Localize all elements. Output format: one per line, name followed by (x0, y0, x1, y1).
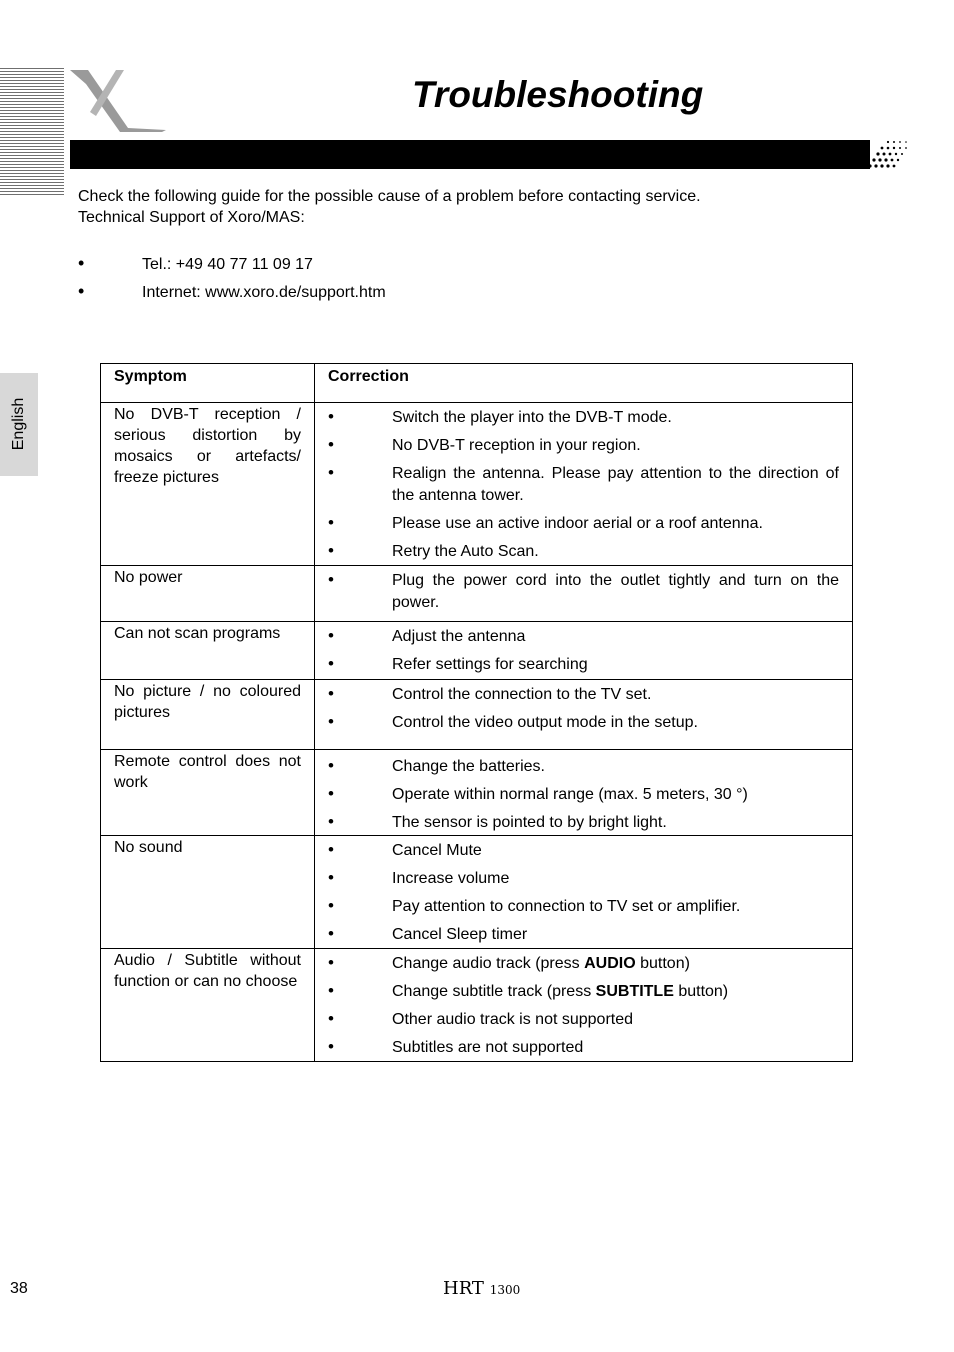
list-item (315, 513, 839, 535)
correction-text: Realign the antenna. Please pay attention to the direction of the antenna tower. (392, 465, 839, 504)
subtitle-button-name: SUBTITLE (595, 983, 674, 1000)
list-item (315, 756, 839, 778)
bullet-icon: • (328, 756, 334, 775)
correction-text: Control the connection to the TV set. (392, 686, 652, 703)
list-item (315, 626, 839, 648)
symptom-cell: Remote control does not work (101, 750, 315, 836)
bullet-icon: • (328, 463, 334, 482)
correction-cell (315, 566, 853, 622)
symptom-cell: Audio / Subtitle without function or can no choose (101, 949, 315, 1062)
model-name (443, 1278, 520, 1299)
bullet-icon: • (328, 407, 334, 426)
correction-text: Retry the Auto Scan. (392, 543, 539, 560)
list-item (315, 1037, 839, 1059)
bullet-icon: • (328, 784, 334, 803)
list-item (315, 924, 839, 946)
bullet-icon: • (78, 253, 85, 273)
symptom-header: Symptom (101, 364, 315, 403)
xoro-logo-icon (66, 66, 170, 136)
bullet-icon: • (328, 812, 334, 831)
table-header-row (101, 364, 853, 403)
list-item (315, 840, 839, 862)
correction-header: Correction (315, 364, 853, 403)
correction-text-post: button) (635, 955, 690, 972)
bullet-icon: • (328, 626, 334, 645)
correction-text: Operate within normal range (max. 5 meters, 30 °) (392, 786, 748, 803)
page-number: 38 (10, 1280, 28, 1297)
header-bar (70, 140, 870, 169)
list-item (315, 784, 839, 806)
table-row (101, 680, 853, 750)
bullet-icon: • (328, 840, 334, 859)
bullet-icon: • (328, 570, 334, 589)
bullet-icon: • (328, 513, 334, 532)
correction-text: The sensor is pointed to by bright light. (392, 814, 667, 831)
table-row (101, 836, 853, 949)
correction-cell (315, 949, 853, 1062)
correction-text: Change the batteries. (392, 758, 545, 775)
intro-text (78, 186, 701, 228)
correction-text: Other audio track is not supported (392, 1011, 634, 1028)
correction-cell (315, 622, 853, 680)
bullet-icon: • (78, 281, 85, 301)
table-row (101, 403, 853, 566)
model-main: HRT (443, 1278, 484, 1299)
list-item (315, 541, 839, 563)
correction-text: Subtitles are not supported (392, 1039, 584, 1056)
correction-text: Increase volume (392, 870, 510, 887)
contact-phone-text: Tel.: +49 40 77 11 09 17 (142, 256, 313, 273)
table-row (101, 566, 853, 622)
correction-text-post: button) (673, 983, 729, 1000)
list-item (315, 712, 839, 734)
correction-text: Control the video output mode in the setup. (392, 714, 698, 731)
correction-text: Plug the power cord into the outlet tightly and turn on the power. (392, 572, 839, 611)
bullet-icon: • (328, 684, 334, 703)
bullet-icon: • (328, 1009, 334, 1028)
bullet-icon: • (328, 541, 334, 560)
correction-cell (315, 403, 853, 566)
correction-text: Cancel Sleep timer (392, 926, 528, 943)
intro-line-1: Check the following guide for the possible cause of a problem before contacting service. (78, 188, 701, 205)
symptom-cell: No DVB-T reception / serious distortion by mosaics or artefacts/ freeze pictures (101, 403, 315, 566)
list-item (315, 981, 839, 1003)
bullet-icon: • (328, 712, 334, 731)
correction-text: Please use an active indoor aerial or a roof antenna. (392, 515, 763, 532)
correction-cell (315, 750, 853, 836)
symptom-cell: No sound (101, 836, 315, 949)
correction-text-pre: Change subtitle track (press (392, 983, 596, 1000)
list-item (315, 463, 839, 507)
model-number: 1300 (489, 1283, 521, 1297)
list-item (315, 407, 839, 429)
list-item (315, 684, 839, 706)
list-item (315, 1009, 839, 1031)
correction-text: No DVB-T reception in your region. (392, 437, 641, 454)
table-row (101, 750, 853, 836)
correction-text: Adjust the antenna (392, 628, 526, 645)
bullet-icon: • (328, 868, 334, 887)
list-item (315, 435, 839, 457)
correction-cell (315, 836, 853, 949)
list-item (315, 868, 839, 890)
correction-text: Cancel Mute (392, 842, 482, 859)
list-item (315, 570, 839, 614)
bullet-icon: • (328, 924, 334, 943)
header-dots-decoration (862, 138, 910, 170)
list-item (315, 896, 839, 918)
list-item (315, 953, 839, 975)
audio-button-name: AUDIO (584, 955, 636, 972)
list-item (315, 812, 839, 834)
correction-text: Switch the player into the DVB-T mode. (392, 409, 672, 426)
correction-cell (315, 680, 853, 750)
bullet-icon: • (328, 654, 334, 673)
bullet-icon: • (328, 981, 334, 1000)
bullet-icon: • (328, 896, 334, 915)
bullet-icon: • (328, 1037, 334, 1056)
symptom-cell: No picture / no coloured pictures (101, 680, 315, 750)
contact-internet-text: Internet: www.xoro.de/support.htm (142, 284, 386, 301)
table-row (101, 622, 853, 680)
correction-text: Pay attention to connection to TV set or amplifier. (392, 898, 741, 915)
symptom-cell: Can not scan programs (101, 622, 315, 680)
bullet-icon: • (328, 435, 334, 454)
page-title: Troubleshooting (412, 74, 704, 115)
list-item (315, 654, 839, 676)
correction-text-pre: Change audio track (press (392, 955, 585, 972)
table-row (101, 949, 853, 1062)
intro-line-2: Technical Support of Xoro/MAS: (78, 209, 305, 226)
troubleshooting-table (100, 363, 853, 1062)
language-tab (0, 373, 38, 476)
correction-text: Refer settings for searching (392, 656, 588, 673)
language-label: English (10, 397, 27, 451)
symptom-cell: No power (101, 566, 315, 622)
bullet-icon: • (328, 953, 334, 972)
decorative-stripes (0, 68, 64, 196)
